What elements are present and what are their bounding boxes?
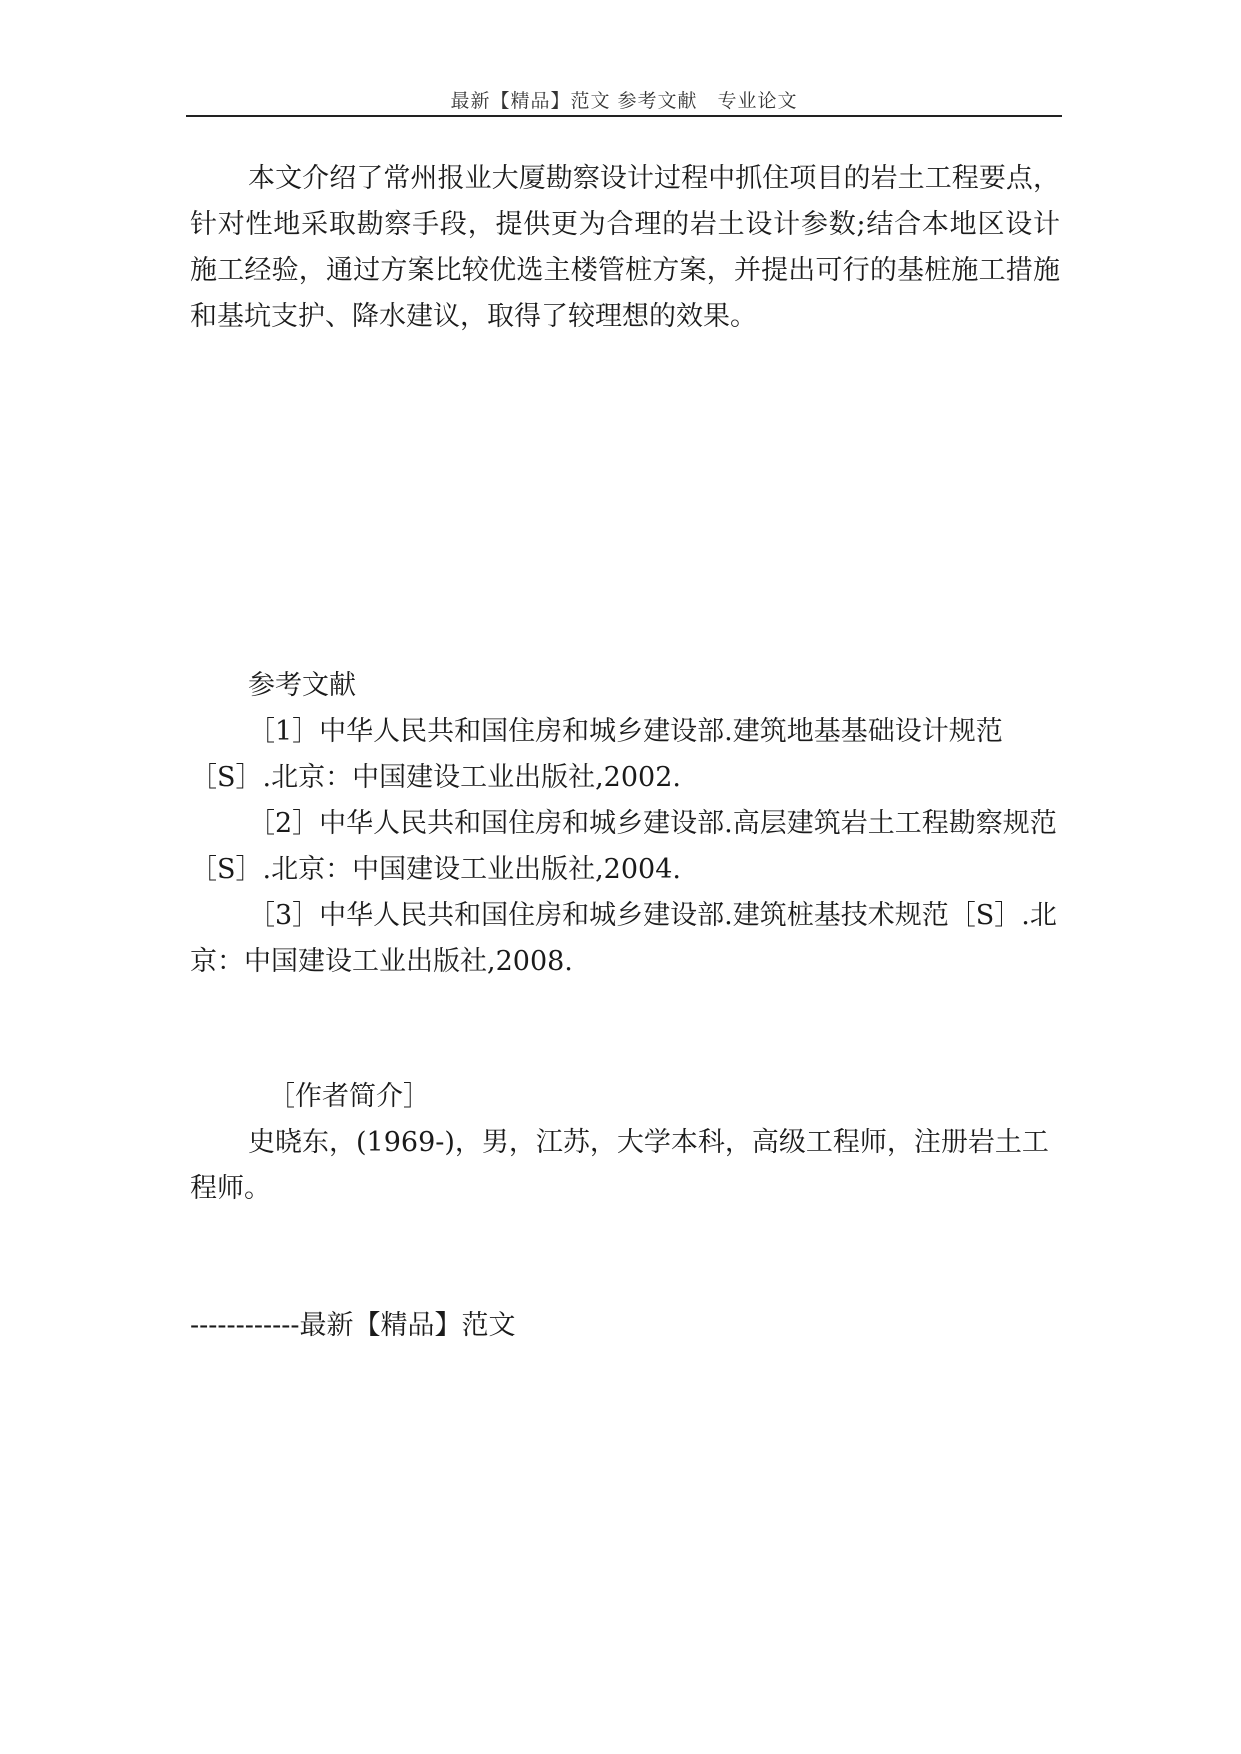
reference-item-1: ［1］中华人民共和国住房和城乡建设部.建筑地基基础设计规范［S］.北京：中国建设工业出版社,2002.	[190, 716, 1003, 793]
reference-item-3: ［3］中华人民共和国住房和城乡建设部.建筑桩基技术规范［S］.北京：中国建设工业出版社,2008.	[190, 900, 1057, 977]
abstract-paragraph: 本文介绍了常州报业大厦勘察设计过程中抓住项目的岩土工程要点，针对性地采取勘察手段，提供更为合理的岩土设计参数;结合本地区设计施工经验，通过方案比较优选主楼管桩方案，并提出可行的基桩施工措施和基坑支护、降水建议，取得了较理想的效果。	[190, 163, 1060, 332]
author-heading: ［作者简介］	[268, 1081, 430, 1112]
author-info: 史晓东，(1969-)，男，江苏，大学本科，高级工程师，注册岩土工程师。	[190, 1127, 1049, 1204]
reference-item-2: ［2］中华人民共和国住房和城乡建设部.高层建筑岩土工程勘察规范［S］.北京：中国建设工业出版社,2004.	[190, 808, 1057, 885]
header-divider	[186, 115, 1062, 117]
page-header: 最新【精品】范文 参考文献 专业论文	[450, 90, 798, 112]
references-heading: 参考文献	[248, 670, 356, 701]
references-list	[190, 709, 1060, 985]
page-footer: ------------最新【精品】范文	[190, 1310, 516, 1341]
